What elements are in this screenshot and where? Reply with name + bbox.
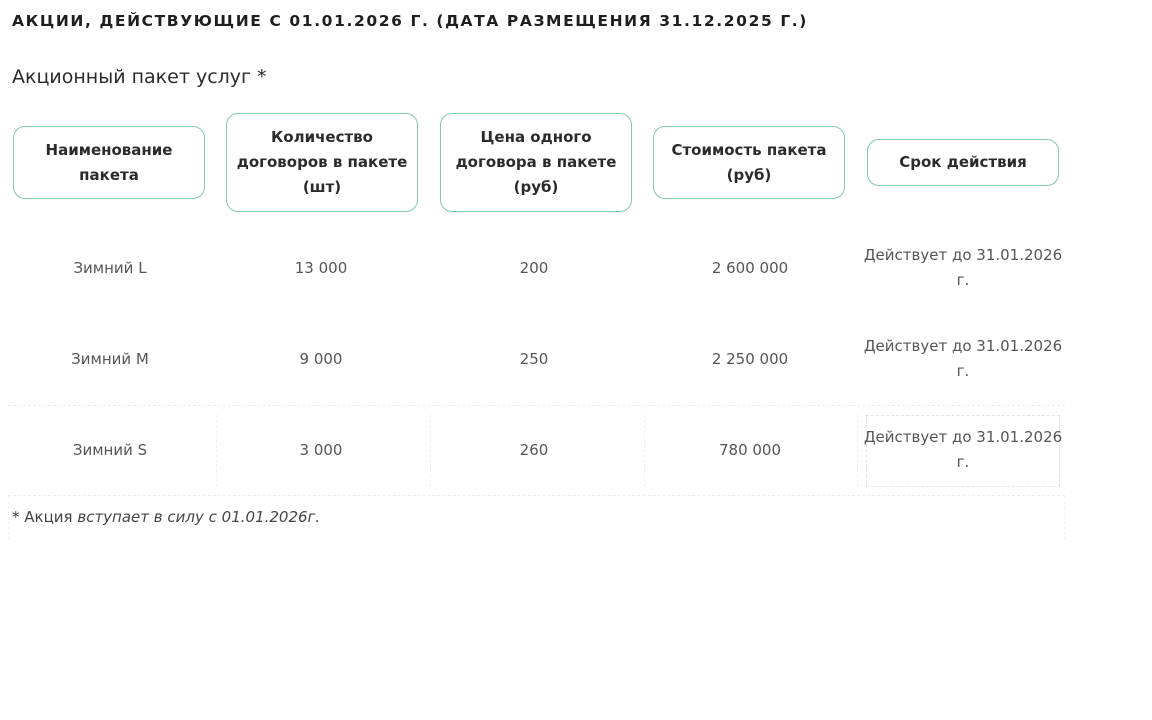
column-divider: [644, 415, 645, 487]
footnote-italic: вступает в силу с 01.01.2026г.: [77, 508, 321, 526]
cell-name: Зимний S: [72, 441, 148, 459]
cell-name: Зимний M: [71, 350, 149, 368]
footnote: [12, 508, 320, 526]
footnote-prefix: * Акция: [12, 508, 73, 526]
cell-validity: Действует до 31.01.2026 г.: [863, 428, 1063, 471]
cell-total: 2 600 000: [711, 259, 789, 277]
column-divider: [857, 415, 858, 487]
column-header-validity: Срок действия: [867, 139, 1059, 186]
cell-price: 260: [519, 441, 549, 459]
column-divider: [430, 415, 431, 487]
column-header-total: Стоимость пакета (руб): [653, 126, 845, 199]
column-header-name: Наименование пакета: [13, 126, 205, 199]
cell-price: 250: [519, 350, 549, 368]
cell-count: 3 000: [299, 441, 343, 459]
cell-validity: Действует до 31.01.2026 г.: [863, 246, 1063, 289]
cell-validity: Действует до 31.01.2026 г.: [863, 337, 1063, 380]
cell-count: 13 000: [294, 259, 348, 277]
column-header-count: Количество договоров в пакете (шт): [226, 113, 418, 212]
page-heading: АКЦИИ, ДЕЙСТВУЮЩИЕ С 01.01.2026 Г. (ДАТА РАЗМЕЩЕНИЯ 31.12.2025 Г.): [12, 12, 808, 30]
cell-total: 780 000: [718, 441, 782, 459]
cell-total: 2 250 000: [711, 350, 789, 368]
section-title: Акционный пакет услуг *: [12, 66, 267, 88]
column-divider: [216, 415, 217, 487]
cell-name: Зимний L: [73, 259, 147, 277]
cell-price: 200: [519, 259, 549, 277]
cell-count: 9 000: [299, 350, 343, 368]
column-header-price: Цена одного договора в пакете (руб): [440, 113, 632, 212]
